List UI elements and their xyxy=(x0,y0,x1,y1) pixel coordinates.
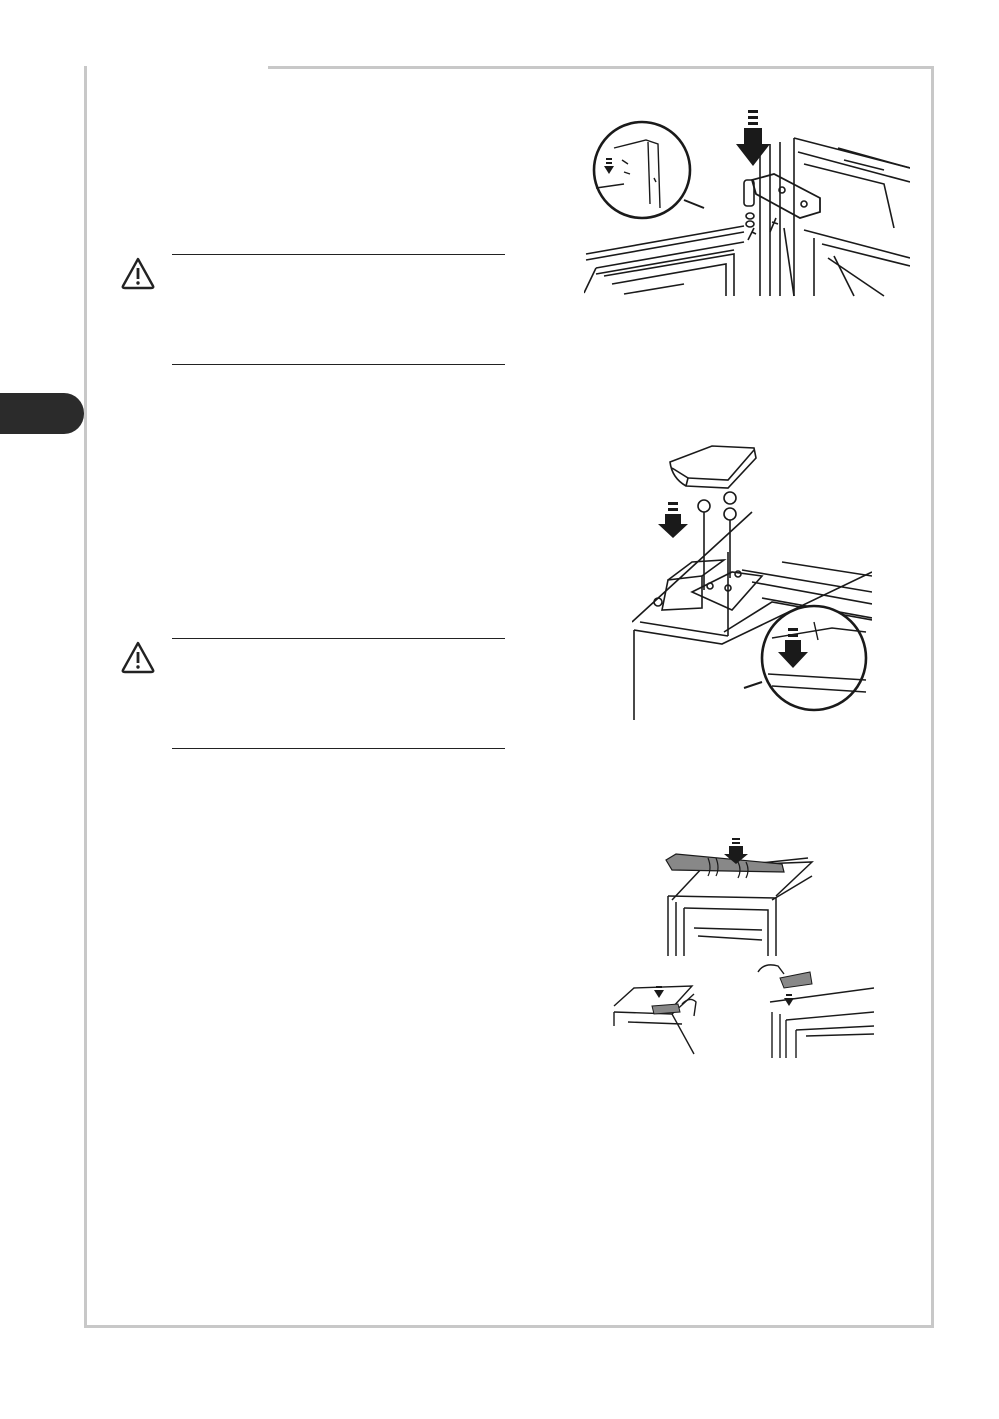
caution-bottom-rule xyxy=(172,748,505,749)
warning-triangle-icon xyxy=(120,640,156,674)
top-trim-strip-figure xyxy=(612,836,874,1060)
top-hinge-door-figure xyxy=(584,108,910,300)
warning-triangle-icon xyxy=(120,256,156,290)
frame-header-gap xyxy=(87,62,268,70)
hinge-cover-screws-figure xyxy=(632,442,872,720)
section-tab xyxy=(0,393,84,434)
caution-bottom-rule xyxy=(172,364,505,365)
caution-top-rule xyxy=(172,254,505,255)
caution-top-rule xyxy=(172,638,505,639)
